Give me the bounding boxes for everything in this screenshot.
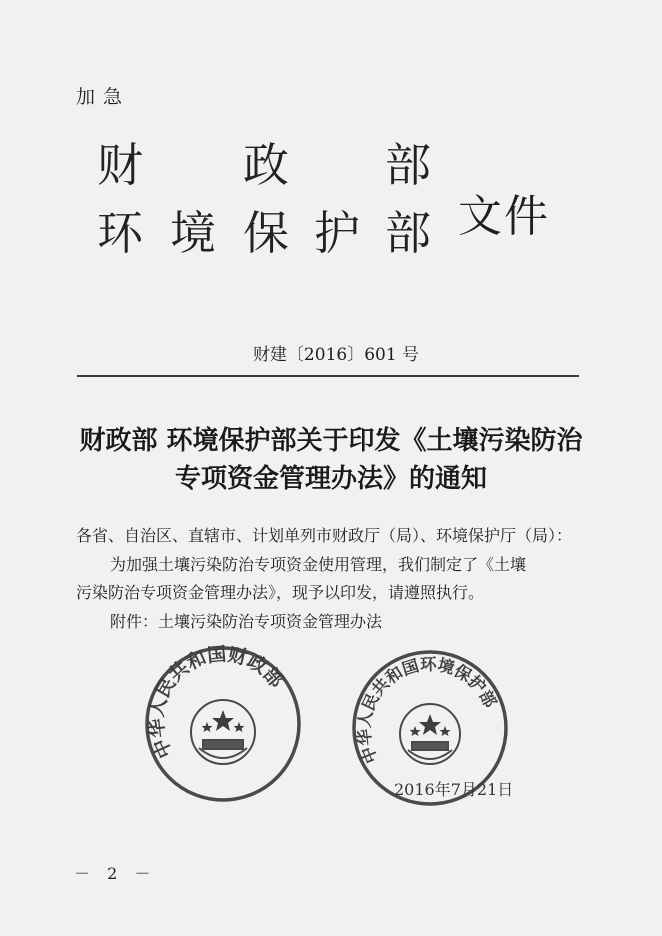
national-emblem-icon bbox=[191, 700, 255, 764]
paragraph-line: 为加强土壤污染防治专项资金使用管理，我们制定了《土壤 bbox=[110, 555, 527, 574]
finance-ministry-seal bbox=[143, 644, 303, 804]
issuer-line-1 bbox=[0, 138, 662, 192]
issuer-line-2 bbox=[0, 206, 662, 260]
document-type: 文件 bbox=[458, 191, 550, 242]
page-number: － 2 － bbox=[74, 864, 157, 883]
issuer-char: 环 bbox=[97, 206, 143, 260]
issuer-char: 境 bbox=[170, 206, 216, 260]
national-emblem-icon bbox=[400, 704, 460, 764]
urgency-mark: 加急 bbox=[76, 86, 131, 108]
issuer-char: 部 bbox=[385, 138, 431, 192]
title-line-1: 财政部 环境保护部关于印发《土壤污染防治 bbox=[79, 426, 583, 456]
issuer-char: 财 bbox=[97, 138, 143, 192]
attachment-line: 附件：土壤污染防治专项资金管理办法 bbox=[110, 612, 383, 631]
document-number: 财建〔2016〕601 号 bbox=[252, 345, 420, 365]
seal-text: 中华人民共和国财政部 bbox=[145, 644, 288, 762]
issuer-char: 政 bbox=[243, 138, 289, 192]
issue-date: 2016年7月21日 bbox=[394, 780, 514, 799]
header-divider bbox=[77, 375, 579, 377]
issuer-char: 部 bbox=[385, 206, 431, 260]
paragraph-line: 污染防治专项资金管理办法》，现予以印发，请遵照执行。 bbox=[76, 583, 485, 602]
title-line-2: 专项资金管理办法》的通知 bbox=[174, 464, 487, 494]
emblem-stars-icon bbox=[202, 710, 245, 732]
addressees: 各省、自治区、直辖市、计划单列市财政厅（局）、环境保护厅（局）： bbox=[76, 526, 573, 545]
issuer-char: 护 bbox=[314, 206, 360, 260]
emblem-stars-icon bbox=[410, 714, 451, 736]
issuer-char: 保 bbox=[243, 206, 289, 260]
seal-text: 中华人民共和国环境保护部 bbox=[354, 654, 500, 767]
